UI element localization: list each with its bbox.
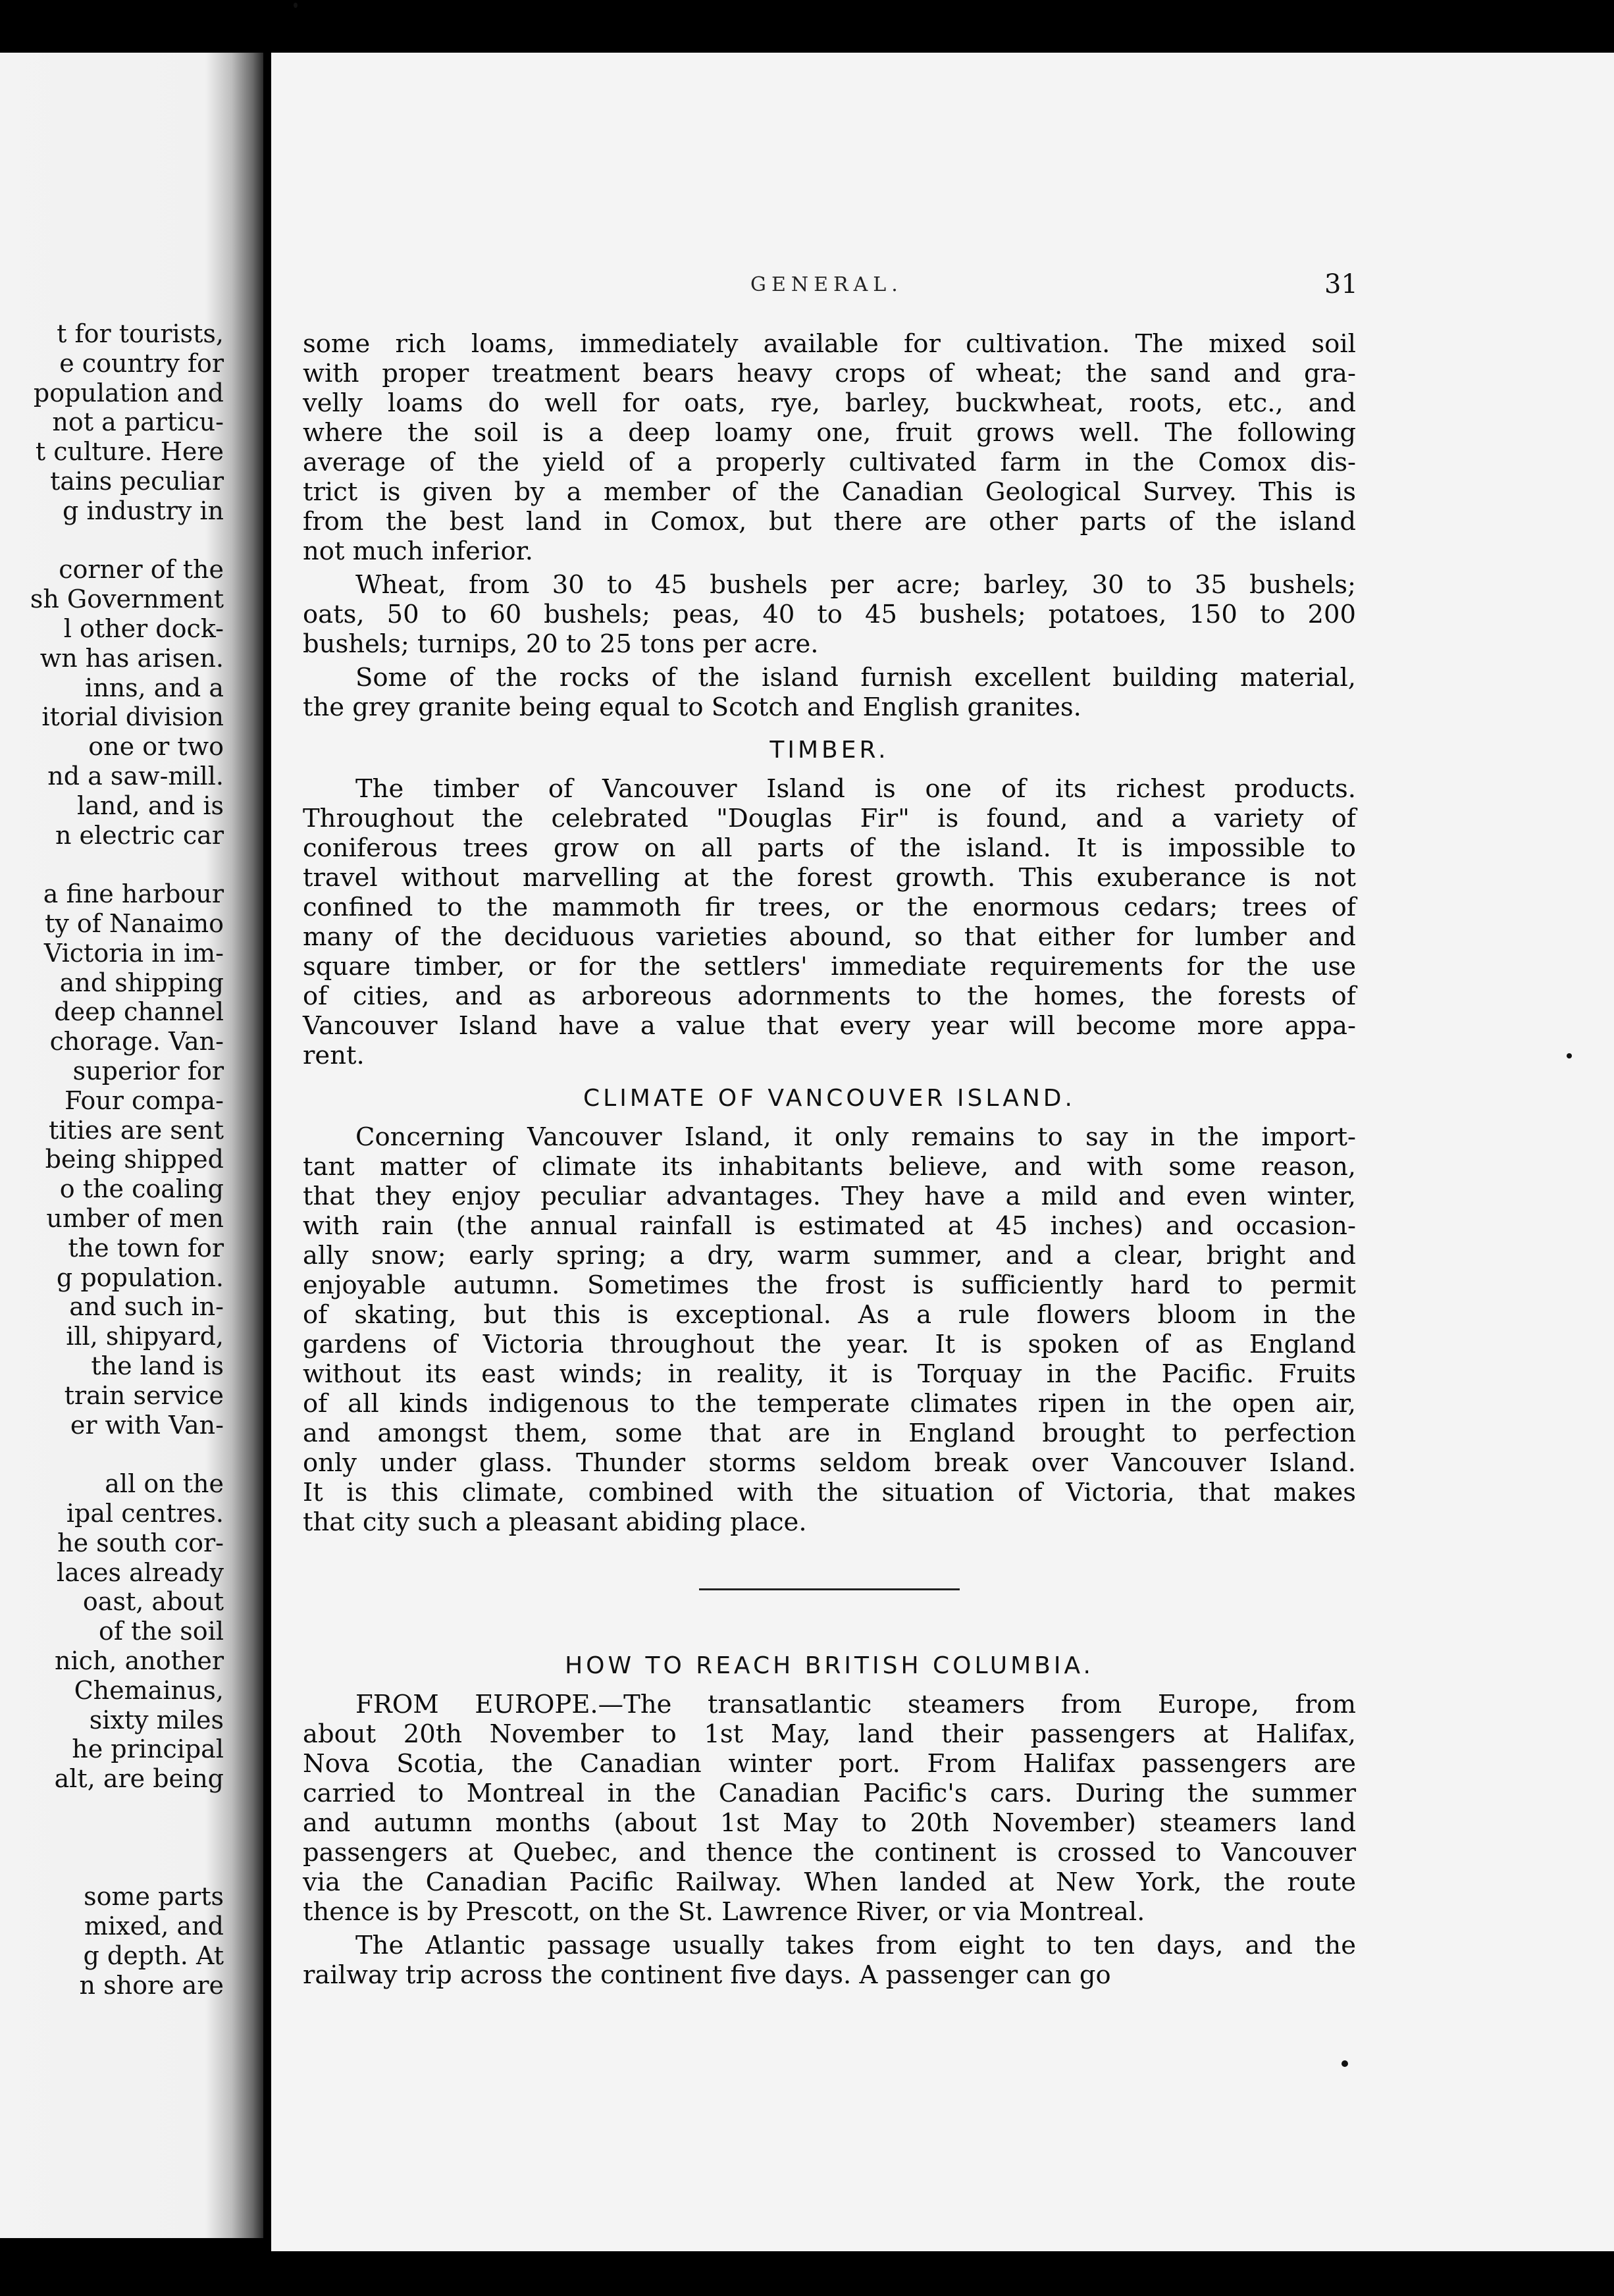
previous-page-line: not a particu- bbox=[52, 407, 224, 437]
text-line: ally snow; early spring; a dry, warm summer, and a clear, bright and bbox=[303, 1241, 1356, 1270]
previous-page-line: train service bbox=[64, 1380, 224, 1410]
text-line: It is this climate, combined with the situation of Victoria, that makes bbox=[303, 1478, 1356, 1507]
text-line: confined to the mammoth fir trees, or the enormous cedars; trees of bbox=[303, 893, 1356, 922]
previous-page-fragment bbox=[0, 53, 263, 2238]
paragraph-atlantic-passage bbox=[303, 1931, 1356, 1990]
previous-page-line: sixty miles bbox=[89, 1705, 224, 1735]
previous-page-line: t for tourists, bbox=[57, 319, 224, 348]
text-line: from the best land in Comox, but there are other parts of the island bbox=[303, 507, 1356, 536]
previous-page-line: o the coaling bbox=[59, 1174, 224, 1204]
previous-page-line: population and bbox=[33, 378, 224, 407]
previous-page-line: ty of Nanaimo bbox=[45, 909, 224, 938]
text-line: velly loams do well for oats, rye, barley, buckwheat, roots, etc., and bbox=[303, 388, 1356, 418]
previous-page-line: inns, and a bbox=[85, 673, 224, 702]
text-line: carried to Montreal in the Canadian Pacific's cars. During the summer bbox=[303, 1779, 1356, 1808]
text-line: tant matter of climate its inhabitants believe, and with some reason, bbox=[303, 1152, 1356, 1182]
previous-page-line: e country for bbox=[59, 348, 224, 378]
text-line: many of the deciduous varieties abound, so that either for lumber and bbox=[303, 922, 1356, 952]
previous-page-line: deep channel bbox=[54, 997, 224, 1027]
previous-page-line: of the soil bbox=[98, 1617, 224, 1646]
previous-page-line: nich, another bbox=[55, 1646, 224, 1675]
previous-page-line: n electric car bbox=[55, 820, 224, 850]
text-line: via the Canadian Pacific Railway. When landed at New York, the route bbox=[303, 1867, 1356, 1897]
scan-speck bbox=[294, 3, 298, 8]
text-line: and autumn months (about 1st May to 20th November) steamers land bbox=[303, 1808, 1356, 1838]
previous-page-line: alt, are being bbox=[54, 1764, 224, 1794]
scan-speck bbox=[1341, 2060, 1348, 2067]
text-line: with proper treatment bears heavy crops of wheat; the sand and gra- bbox=[303, 359, 1356, 388]
text-line: passengers at Quebec, and thence the continent is crossed to Vancouver bbox=[303, 1838, 1356, 1867]
previous-page-line: g depth. At bbox=[83, 1941, 224, 1970]
previous-page-line: being shipped bbox=[45, 1145, 224, 1174]
previous-page-line: chorage. Van- bbox=[49, 1027, 224, 1057]
paragraph-timber bbox=[303, 774, 1356, 1070]
previous-page-line: a fine harbour bbox=[43, 879, 224, 909]
text-line: Vancouver Island have a value that every year will become more appa- bbox=[303, 1011, 1356, 1041]
text-line: that they enjoy peculiar advantages. They have a mild and even winter, bbox=[303, 1182, 1356, 1211]
text-line: coniferous trees grow on all parts of the island. It is impossible to bbox=[303, 833, 1356, 863]
previous-page-line: t culture. Here bbox=[35, 437, 224, 467]
text-line: about 20th November to 1st May, land their passengers at Halifax, bbox=[303, 1719, 1356, 1749]
previous-page-line: Chemainus, bbox=[74, 1675, 224, 1705]
previous-page-line: itorial division bbox=[41, 702, 224, 732]
previous-page-line: tities are sent bbox=[48, 1115, 224, 1145]
previous-page-line: superior for bbox=[72, 1057, 224, 1085]
text-line: Concerning Vancouver Island, it only remains to say in the import- bbox=[355, 1122, 1356, 1152]
previous-page-line: he principal bbox=[72, 1735, 224, 1764]
running-title: GENERAL. bbox=[750, 273, 903, 296]
text-line: Some of the rocks of the island furnish excellent building material, bbox=[355, 663, 1356, 692]
section-divider bbox=[699, 1588, 960, 1590]
previous-page-line: laces already bbox=[56, 1557, 224, 1587]
text-line: average of the yield of a properly cultivated farm in the Comox dis- bbox=[303, 448, 1356, 477]
previous-page-line: ill, shipyard, bbox=[66, 1322, 224, 1351]
text-line: The Atlantic passage usually takes from eight to ten days, and the bbox=[355, 1931, 1356, 1960]
text-line: of skating, but this is exceptional. As a rule flowers bloom in the bbox=[303, 1300, 1356, 1330]
previous-page-line: the town for bbox=[68, 1233, 224, 1263]
text-line: railway trip across the continent five days. A passenger can go bbox=[303, 1960, 1111, 1990]
previous-page-line: and such in- bbox=[69, 1292, 224, 1322]
previous-page-line: one or two bbox=[88, 732, 224, 762]
previous-page-line: all on the bbox=[105, 1469, 224, 1499]
previous-page-line: oast, about bbox=[82, 1587, 224, 1617]
current-page bbox=[271, 53, 1614, 2251]
section-heading-climate: CLIMATE OF VANCOUVER ISLAND. bbox=[583, 1085, 1076, 1112]
text-line: Wheat, from 30 to 45 bushels per acre; barley, 30 to 35 bushels; bbox=[355, 570, 1356, 600]
text-line: without its east winds; in reality, it is Torquay in the Pacific. Fruits bbox=[303, 1359, 1356, 1389]
section-heading-timber: TIMBER. bbox=[769, 737, 889, 764]
previous-page-line: l other dock- bbox=[63, 614, 224, 643]
text-line: oats, 50 to 60 bushels; peas, 40 to 45 bushels; potatoes, 150 to 200 bbox=[303, 600, 1356, 629]
text-line: thence is by Prescott, on the St. Lawrence River, or via Montreal. bbox=[303, 1897, 1145, 1927]
paragraph-from-europe bbox=[303, 1690, 1356, 1927]
text-line: FROM EUROPE.—The transatlantic steamers from Europe, from bbox=[355, 1690, 1356, 1719]
page-number: 31 bbox=[1324, 269, 1358, 300]
previous-page-line: ipal centres. bbox=[66, 1499, 224, 1528]
text-line: bushels; turnips, 20 to 25 tons per acre. bbox=[303, 629, 819, 659]
text-line: of cities, and as arboreous adornments to the homes, the forests of bbox=[303, 981, 1356, 1011]
previous-page-line: g population. bbox=[56, 1263, 224, 1292]
previous-page-line: sh Government bbox=[30, 585, 224, 614]
previous-page-line: he south cor- bbox=[57, 1528, 224, 1557]
previous-page-line: the land is bbox=[91, 1351, 224, 1380]
previous-page-line: er with Van- bbox=[70, 1410, 224, 1440]
section-heading-how-to-reach: HOW TO REACH BRITISH COLUMBIA. bbox=[565, 1652, 1094, 1679]
paragraph-rocks bbox=[303, 663, 1356, 722]
paragraph-soil bbox=[303, 329, 1356, 566]
text-line: of all kinds indigenous to the temperate climates ripen in the open air, bbox=[303, 1389, 1356, 1419]
text-line: the grey granite being equal to Scotch and English granites. bbox=[303, 692, 1081, 722]
previous-page-line: n shore are bbox=[79, 1970, 224, 2000]
text-line: and amongst them, some that are in England brought to perfection bbox=[303, 1419, 1356, 1448]
text-line: gardens of Victoria throughout the year. It is spoken of as England bbox=[303, 1330, 1356, 1359]
text-line: The timber of Vancouver Island is one of its richest products. bbox=[355, 774, 1356, 804]
text-line: with rain (the annual rainfall is estimated at 45 inches) and occasion- bbox=[303, 1211, 1356, 1241]
scan-speck bbox=[1567, 1053, 1572, 1058]
text-line: Throughout the celebrated "Douglas Fir" is found, and a variety of bbox=[303, 804, 1356, 833]
previous-page-line: and shipping bbox=[59, 968, 224, 997]
previous-page-line: Four compa- bbox=[65, 1085, 224, 1115]
previous-page-line: corner of the bbox=[59, 555, 224, 585]
text-line: where the soil is a deep loamy one, fruit grows well. The following bbox=[303, 418, 1356, 448]
text-line: trict is given by a member of the Canadian Geological Survey. This is bbox=[303, 477, 1356, 507]
previous-page-line: tains peculiar bbox=[50, 467, 224, 496]
running-head bbox=[271, 269, 1614, 306]
text-line: travel without marvelling at the forest growth. This exuberance is not bbox=[303, 863, 1356, 893]
previous-page-line: umber of men bbox=[46, 1204, 224, 1233]
text-line: that city such a pleasant abiding place. bbox=[303, 1507, 807, 1537]
text-line: square timber, or for the settlers' immediate requirements for the use bbox=[303, 952, 1356, 981]
text-line: some rich loams, immediately available for cultivation. The mixed soil bbox=[303, 329, 1356, 359]
previous-page-line: some parts bbox=[84, 1882, 224, 1912]
previous-page-line: land, and is bbox=[77, 791, 224, 820]
text-line: enjoyable autumn. Sometimes the frost is sufficiently hard to permit bbox=[303, 1270, 1356, 1300]
text-line: only under glass. Thunder storms seldom break over Vancouver Island. bbox=[303, 1448, 1356, 1478]
previous-page-line: nd a saw-mill. bbox=[47, 762, 224, 791]
paragraph-yield bbox=[303, 570, 1356, 659]
previous-page-line: mixed, and bbox=[84, 1912, 224, 1941]
previous-page-line: g industry in bbox=[63, 496, 224, 525]
text-line: Nova Scotia, the Canadian winter port. From Halifax passengers are bbox=[303, 1749, 1356, 1779]
body-text bbox=[303, 329, 1356, 1994]
paragraph-climate bbox=[303, 1122, 1356, 1537]
text-line: not much inferior. bbox=[303, 536, 534, 566]
previous-page-line: wn has arisen. bbox=[39, 643, 224, 673]
text-line: rent. bbox=[303, 1041, 365, 1070]
previous-page-line: Victoria in im- bbox=[43, 938, 224, 968]
